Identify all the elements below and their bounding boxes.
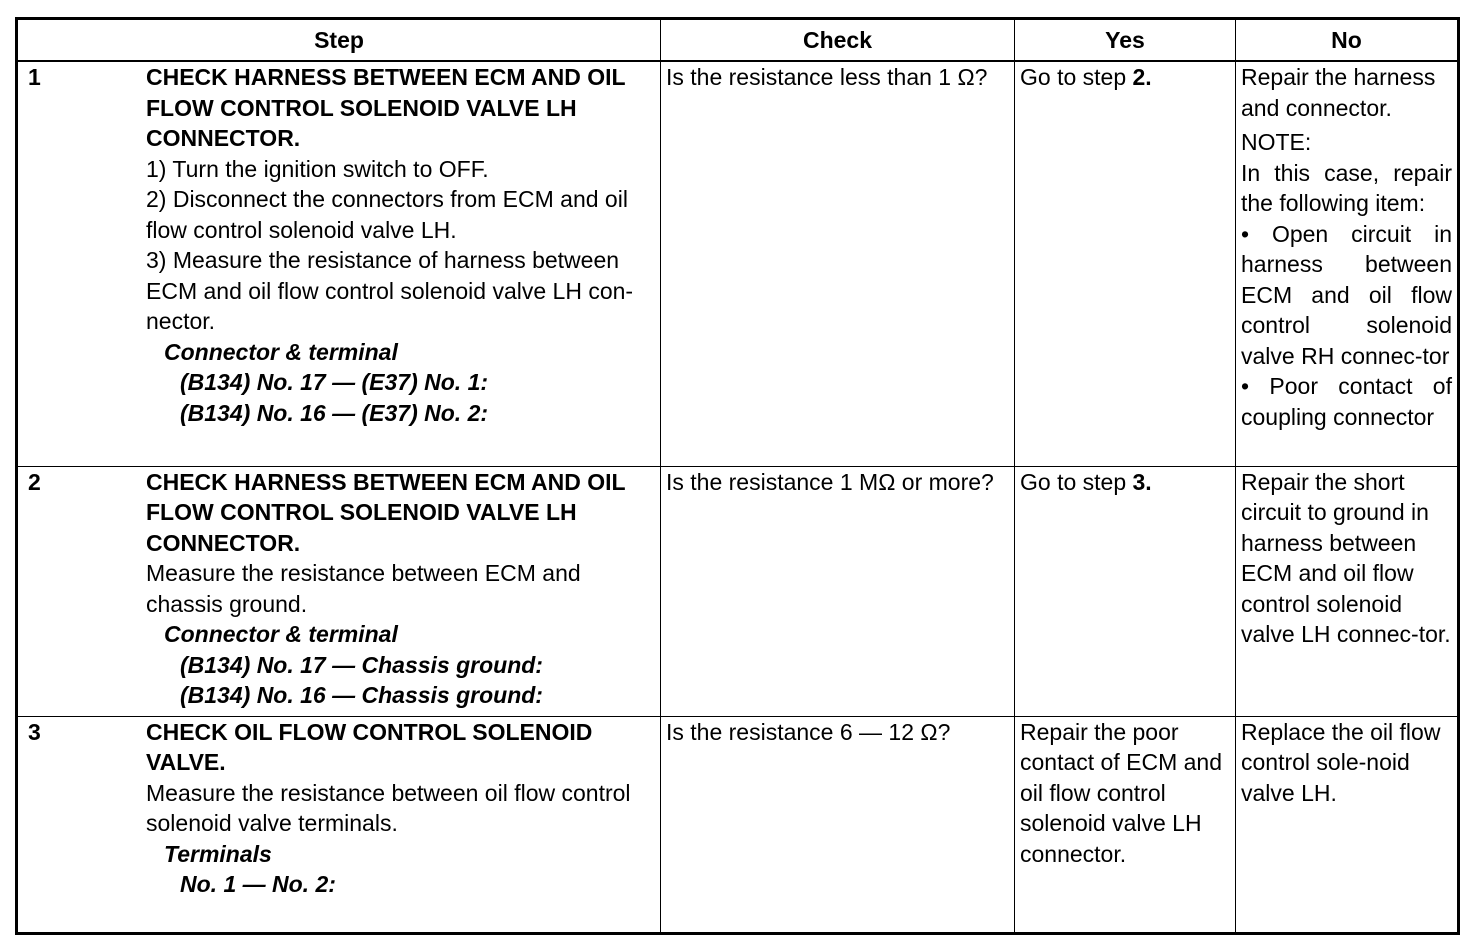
yes-text: Go to step xyxy=(1020,468,1133,495)
step-number: 1 xyxy=(28,64,41,90)
step-instruction: Measure the resistance between ECM and chassis ground. xyxy=(146,560,581,617)
table-row xyxy=(17,61,1459,466)
step-instruction: 3) Measure the resistance of harness between ECM and oil flow control solenoid valve LH con-nector. xyxy=(146,247,634,334)
step-heading: CHECK OIL FLOW CONTROL SOLENOID VALVE. xyxy=(146,718,593,775)
check-cell: Is the resistance less than 1 Ω? xyxy=(661,61,1015,466)
terminal-label: Connector & terminal xyxy=(164,338,398,365)
step-heading: CHECK HARNESS BETWEEN ECM AND OIL FLOW CONTROL SOLENOID VALVE LH CONNECTOR. xyxy=(146,468,626,556)
step-number: 2 xyxy=(28,468,41,495)
no-cell xyxy=(1236,61,1459,466)
table-row xyxy=(17,466,1459,716)
header-no: No xyxy=(1236,19,1459,62)
terminal-label: Connector & terminal xyxy=(164,621,398,647)
check-cell: Is the resistance 1 MΩ or more? xyxy=(661,466,1015,716)
terminal-spec: No. 1 — No. 2: xyxy=(180,871,336,897)
step-instruction: 2) Disconnect the connectors from ECM and oil flow control solenoid valve LH. xyxy=(146,186,628,243)
yes-cell xyxy=(1015,61,1236,466)
yes-step-ref: 3. xyxy=(1132,468,1152,495)
table-row xyxy=(17,716,1459,934)
no-cell: Repair the short circuit to ground in harness between ECM and oil flow control solenoid valve LH connec-tor. xyxy=(1236,466,1459,716)
terminal-spec: (B134) No. 16 — Chassis ground: xyxy=(180,682,543,708)
header-check: Check xyxy=(661,19,1015,62)
step-cell xyxy=(17,466,661,716)
step-instruction: 1) Turn the ignition switch to OFF. xyxy=(146,155,489,182)
note-bullet: • Poor contact of coupling connector xyxy=(1241,373,1452,430)
step-cell xyxy=(17,716,661,934)
yes-step-ref: 2. xyxy=(1132,64,1152,90)
header-step: Step xyxy=(17,19,661,62)
step-cell xyxy=(17,61,661,466)
note-intro: In this case, repair the following item: xyxy=(1241,159,1452,216)
diagnostic-table xyxy=(15,17,1460,935)
yes-cell xyxy=(1015,466,1236,716)
yes-cell: Repair the poor contact of ECM and oil flow control solenoid valve LH connector. xyxy=(1015,716,1236,934)
step-number: 3 xyxy=(28,718,41,745)
terminal-spec: (B134) No. 17 — Chassis ground: xyxy=(180,651,543,678)
header-row xyxy=(17,19,1459,62)
no-cell: Replace the oil flow control sole-noid valve LH. xyxy=(1236,716,1459,934)
check-cell: Is the resistance 6 — 12 Ω? xyxy=(661,716,1015,934)
terminal-spec: (B134) No. 17 — (E37) No. 1: xyxy=(180,369,489,395)
step-instruction: Measure the resistance between oil flow control solenoid valve terminals. xyxy=(146,779,631,836)
note-label: NOTE: xyxy=(1241,129,1312,155)
yes-text: Go to step xyxy=(1020,64,1133,90)
note-bullet: • Open circuit in harness between ECM and oil flow control solenoid valve RH connec-tor xyxy=(1241,220,1452,369)
terminal-label: Terminals xyxy=(164,840,272,867)
step-heading: CHECK HARNESS BETWEEN ECM AND OIL FLOW CONTROL SOLENOID VALVE LH CONNECTOR. xyxy=(146,64,626,151)
no-text: Repair the harness and connector. xyxy=(1241,64,1436,121)
header-yes: Yes xyxy=(1015,19,1236,62)
terminal-spec: (B134) No. 16 — (E37) No. 2: xyxy=(180,399,489,426)
